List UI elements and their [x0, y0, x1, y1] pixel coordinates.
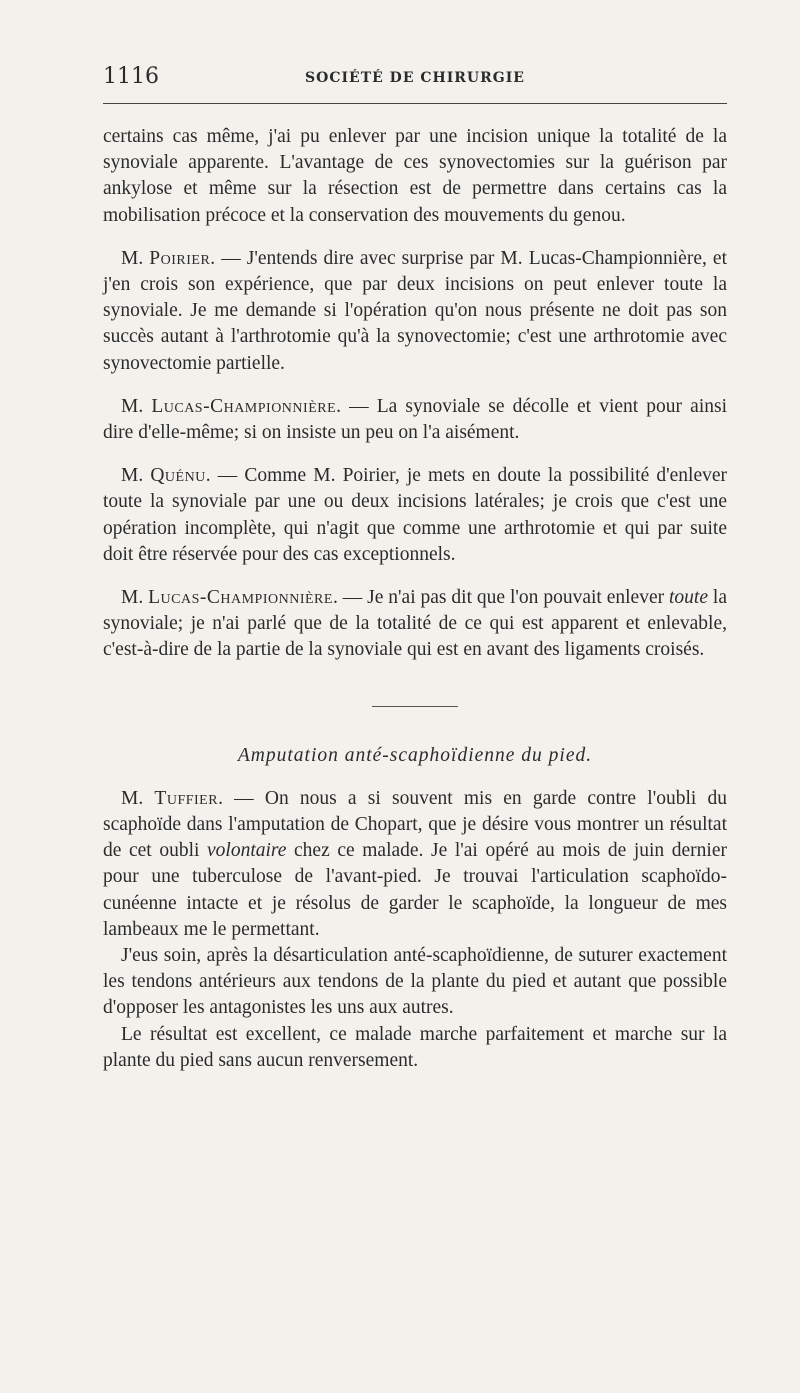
paragraph-continued: certains cas même, j'ai pu enlever par une incision unique la totalité de la synoviale apparente. L'avantage de ces synovectomies sur la guérison par ankylose et même sur la résection est de permettre dans certains cas la mobilisation précoce et la conservation des mouvements du genou. — [103, 126, 727, 226]
running-title: SOCIÉTÉ DE CHIRURGIE — [305, 70, 525, 86]
paragraph-lucas-championniere-2: M. Lucas-Championnière. — Je n'ai pas dit que l'on pouvait enlever toute la synoviale; je n'ai parlé que de la totalité de ce qui est apparent et enlevable, c'est-à-dire de la partie de la synoviale qui est en avant des ligaments croisés. — [103, 587, 727, 661]
emphasis: toute — [669, 587, 709, 609]
section-divider — [372, 706, 458, 707]
paragraph-result: Le résultat est excellent, ce malade marche parfaitement et marche sur la plante du pied sans aucun renversement. — [103, 1023, 727, 1071]
paragraph-lucas-championniere-1: M. Lucas-Championnière. — La synoviale se décolle et vient pour ainsi dire d'elle-même; si on insiste un peu on l'a aisément. — [103, 395, 727, 444]
speaker-name: Quénu — [150, 465, 206, 487]
paragraph-suture: J'eus soin, après la désarticulation anté-scaphoïdienne, de suturer exactement les tendons antérieurs aux tendons de la plante du pied et autant que possible d'opposer les antagonistes les uns aux autres. — [103, 945, 727, 1019]
emphasis: volontaire — [207, 840, 287, 862]
header-rule — [103, 103, 727, 104]
paragraph-quenu: M. Quénu. — Comme M. Poirier, je mets en doute la possibilité d'enlever toute la synoviale par une ou deux incisions latérales; je crois que c'est une opération incomplète, qui n'agit que comme une arthrotomie et qui par suite doit être réservée pour des cas exceptionnels. — [103, 465, 728, 565]
speaker-name: Lucas-Championnière — [151, 395, 337, 417]
page-number: 1116 — [103, 64, 159, 89]
speaker-name: Poirier — [149, 247, 211, 269]
page-header — [103, 64, 727, 94]
section-title: Amputation anté-scaphoïdienne du pied. — [237, 744, 593, 766]
paragraph-poirier: M. Poirier. — J'entends dire avec surprise par M. Lucas-Championnière, et j'en crois son expérience, que par deux incisions on peut enlever toute la synoviale. Je me demande si l'opération qu'on nous présente ne doit pas son succès autant à l'arthrotomie qu'à la synovectomie; c'est une arthrotomie avec synovectomie partielle. — [103, 247, 727, 374]
body-text — [103, 124, 727, 1074]
speaker-name: Lucas-Championnière — [148, 587, 333, 609]
speaker-name: Tuffier — [154, 787, 219, 809]
paragraph-tuffier: M. Tuffier. — On nous a si souvent mis en garde contre l'oubli du scaphoïde dans l'amputation de Chopart, que je désire vous montrer un résultat de cet oubli volontaire chez ce malade. Je l'ai opéré au mois de juin dernier pour une tuberculose de l'avant-pied. Je trouvai l'articulation scaphoïdo-cunéenne intacte et je résolus de garder le scaphoïde, la longueur de mes lambeaux me le permettant. — [103, 787, 727, 940]
